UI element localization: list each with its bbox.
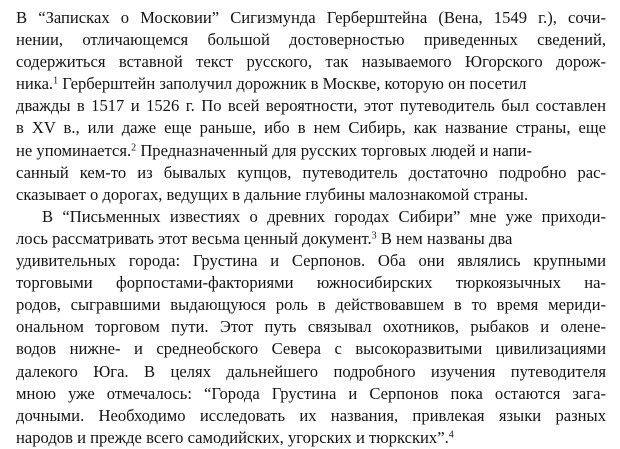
paragraph-2 (16, 206, 606, 449)
text-line: В “Письменных известиях о древних городах Сибири” мне уже приходи- (42, 206, 606, 226)
text-line: ональном торговом пути. Этот путь связывал охотников, рыбаков и олене- (16, 317, 606, 337)
footnote-ref: 3 (371, 230, 377, 242)
text-line (16, 140, 606, 162)
text-line: сказывает о дорогах, ведущих в дальние глубины малознакомой страны. (16, 184, 529, 204)
text-line: в XV в., или даже еще раньше, ибо в нем Сибирь, как название страны, еще (16, 118, 606, 138)
text-line: дважды в 1517 и 1526 г. По всей вероятности, этот путеводитель был составлен (16, 96, 606, 116)
text-line (16, 73, 606, 95)
footnote-ref: 4 (448, 429, 454, 441)
text-line: водов нижне- и среднеобского Севера с высокоразвитыми цивилизациями (16, 339, 606, 359)
text-line (16, 228, 606, 250)
text-line: удивительных города: Грустина и Серпонов. Оба они являлись крупными (16, 251, 606, 271)
text-line: содержиться вставной текст русского, так называемого Югорского дорож- (16, 52, 606, 72)
text-fragment: ника. (16, 74, 54, 94)
text-line: нении, отличающемся большой достоверностью приведенных сведений, (16, 30, 606, 50)
text-fragment: В нем названы два (380, 228, 513, 248)
text-line: В “Записках о Московии” Сигизмунда Герберштейна (Вена, 1549 г.), сочи- (16, 8, 606, 27)
text-line: дочными. Необходимо исследовать их названия, привлекая языки разных (16, 405, 606, 425)
footnote-ref: 2 (131, 142, 137, 154)
text-line: родов, сыгравшими выдающуюся роль в действовавшем в то время мериди- (16, 295, 606, 315)
paragraph-1 (16, 7, 606, 206)
footnote-ref: 1 (53, 75, 59, 87)
text-line: торговыми форпостами-факториями южносибирских тюркоязычных на- (16, 273, 606, 293)
text-line (16, 427, 606, 449)
text-fragment: лось рассматривать этот весьма ценный документ. (16, 228, 372, 248)
text-line: мною уже отмечалось: “Города Грустина и Серпонов пока остаются зага- (16, 383, 606, 403)
text-fragment: народов и прежде всего самодийских, угорских и тюркских”. (16, 427, 449, 447)
text-fragment: не упоминается. (16, 140, 132, 160)
text-line: далекого Юга. В целях дальнейшего подробного изучения путеводителя (16, 361, 606, 381)
text-fragment: Предназначенный для русских торговых людей и напи- (140, 140, 532, 160)
text-line: санный кем-то из бывалых купцов, путеводитель достаточно подробно рас- (16, 162, 606, 182)
text-fragment: Герберштейн заполучил дорожник в Москве, которую он посетил (62, 74, 527, 94)
